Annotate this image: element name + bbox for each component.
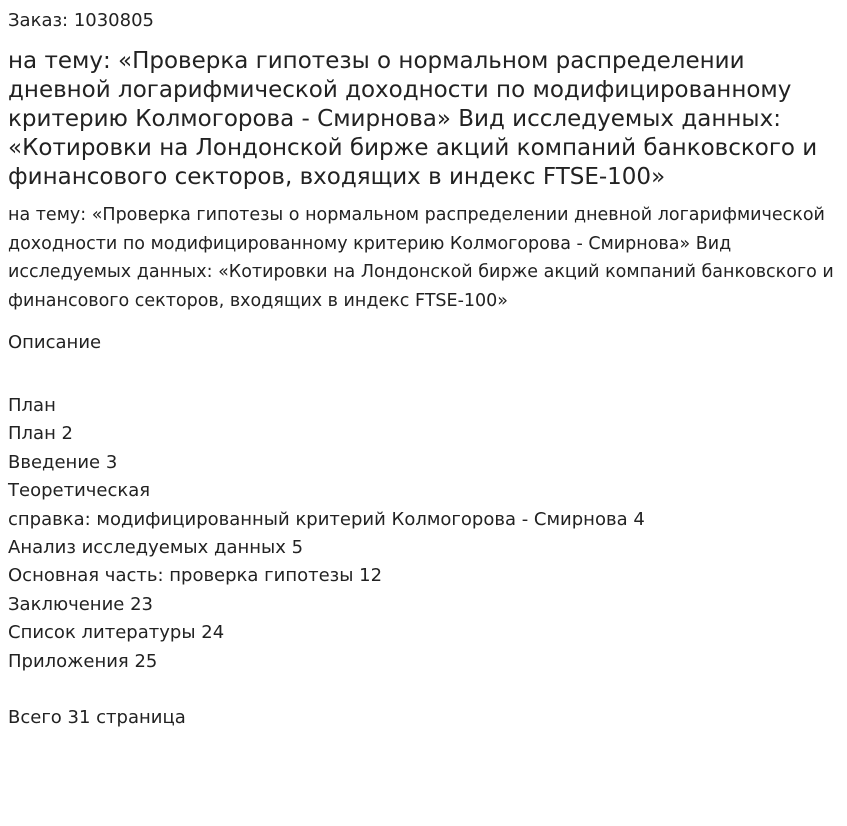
plan-item: Список литературы 24 <box>8 622 225 644</box>
plan-item: Приложения 25 <box>8 650 158 672</box>
order-number: Заказ: 1030805 <box>8 10 154 31</box>
plan-item: Теоретическая <box>8 480 151 502</box>
plan-item: справка: модифицированный критерий Колмогорова - Смирнова 4 <box>8 508 645 530</box>
plan-item: План <box>8 395 56 416</box>
description-heading: Описание <box>8 332 102 353</box>
document-title: на тему: «Проверка гипотезы о нормальном распределении дневной логарифмической доходности по модифицированному критерию Колмогорова - Смирнова» Вид исследуемых данных: «Котировки на Лондонской бирже акций компаний банковского и финансового секторов, входящих в индекс FTSE-100» <box>8 48 818 190</box>
page-count: Всего 31 страница <box>8 707 186 728</box>
document-subtitle: на тему: «Проверка гипотезы о нормальном распределении дневной логарифмической доходности по модифицированному критерию Колмогорова - Смирнова» Вид исследуемых данных: «Котировки на Лондонской бирже акций компаний банковского и финансового секторов, входящих в индекс FTSE-100» <box>8 205 834 311</box>
plan-item: Заключение 23 <box>8 593 153 615</box>
plan-item: План 2 <box>8 423 74 445</box>
plan-item: Введение 3 <box>8 451 118 473</box>
plan-item: Анализ исследуемых данных 5 <box>8 537 304 559</box>
plan-item: Основная часть: проверка гипотезы 12 <box>8 565 383 587</box>
plan-list <box>8 392 645 676</box>
